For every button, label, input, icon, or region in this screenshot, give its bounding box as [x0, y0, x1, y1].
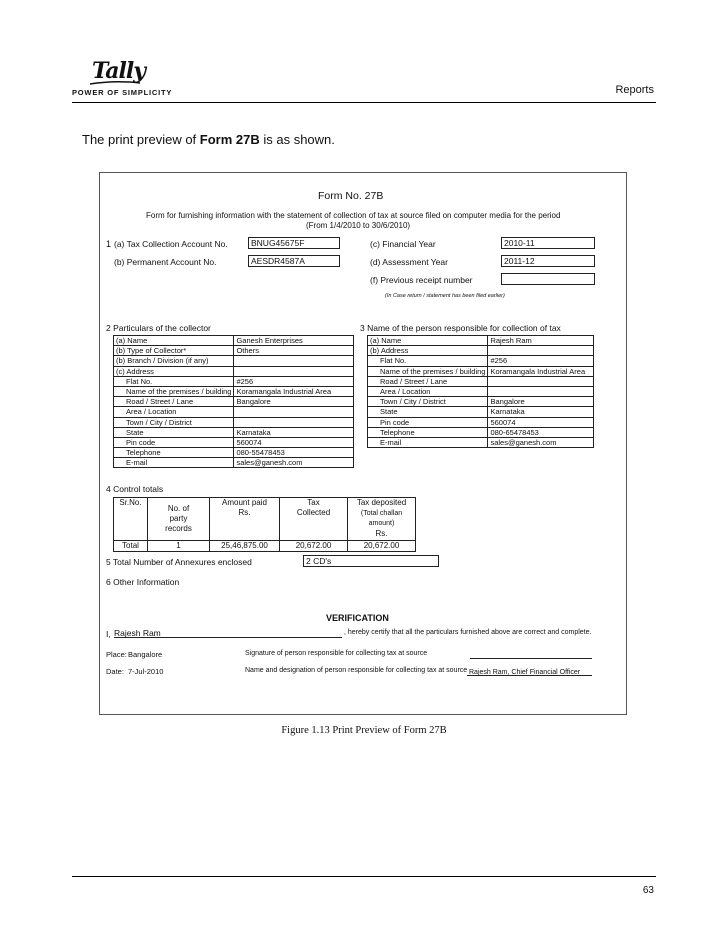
signature-label: Signature of person responsible for collecting tax at source: [245, 650, 428, 657]
pan-field: AESDR4587A: [248, 255, 340, 267]
particulars-row: [114, 386, 354, 396]
intro-text: [82, 132, 335, 147]
particulars-label: Telephone: [114, 448, 234, 458]
particulars-row: [368, 397, 594, 407]
particulars-row: [368, 386, 594, 396]
particulars-value: [234, 366, 354, 376]
particulars-row: [368, 336, 594, 346]
particulars-label: Road / Street / Lane: [368, 376, 488, 386]
form-title: Form No. 27B: [318, 190, 384, 202]
particulars-row: [368, 366, 594, 376]
particulars-label: Town / City / District: [368, 397, 488, 407]
particulars-value: [488, 376, 594, 386]
place-label: Place:: [106, 650, 127, 659]
particulars-label: Pin code: [368, 417, 488, 427]
particulars-label: Road / Street / Lane: [114, 397, 234, 407]
intro-suffix: is as shown.: [259, 132, 335, 147]
section-label: Reports: [615, 84, 654, 96]
pan-label: (b) Permanent Account No.: [114, 257, 217, 267]
total-tax: 20,672.00: [280, 541, 348, 552]
particulars-value: Koramangala Industrial Area: [234, 386, 354, 396]
particulars-row: [368, 427, 594, 437]
particulars-value: [488, 386, 594, 396]
particulars-label: Flat No.: [368, 356, 488, 366]
particulars-value: Others: [234, 346, 354, 356]
particulars-label: (b) Branch / Division (if any): [114, 356, 234, 366]
footer-divider: [72, 876, 656, 877]
particulars-label: Town / City / District: [114, 417, 234, 427]
particulars-value: Koramangala Industrial Area: [488, 366, 594, 376]
verify-name: Rajesh Ram: [114, 628, 161, 638]
intro-bold: Form 27B: [199, 132, 260, 147]
item-1-number: 1: [106, 239, 112, 249]
particulars-value: Karnataka: [234, 427, 354, 437]
col-srno: Sr.No.: [114, 498, 148, 541]
particulars-row: [114, 346, 354, 356]
particulars-row: [368, 356, 594, 366]
particulars-label: State: [368, 407, 488, 417]
header-divider: [72, 102, 656, 103]
particulars-row: [114, 336, 354, 346]
collector-table: [113, 335, 354, 468]
particulars-value: [234, 356, 354, 366]
particulars-value: sales@ganesh.com: [488, 437, 594, 447]
place-value: Bangalore: [128, 650, 163, 659]
form-27b-preview: [99, 172, 627, 715]
particulars-label: (b) Address: [368, 346, 488, 356]
particulars-value: Rajesh Ram: [488, 336, 594, 346]
logo-tagline: POWER OF SIMPLICITY: [72, 88, 173, 97]
figure-caption: Figure 1.13 Print Preview of Form 27B: [281, 725, 447, 736]
particulars-row: [114, 417, 354, 427]
particulars-value: 560074: [488, 417, 594, 427]
total-party: 1: [148, 541, 210, 552]
col-deposited: Tax deposited (Total challan amount) Rs.: [348, 498, 416, 541]
tally-logo: [72, 58, 192, 102]
particulars-value: [234, 407, 354, 417]
responsible-heading: 3 Name of the person responsible for collection of tax: [360, 323, 561, 333]
total-deposited: 20,672.00: [348, 541, 416, 552]
logo-wordmark: Tally: [92, 58, 146, 84]
responsible-table: [367, 335, 594, 448]
particulars-row: [368, 346, 594, 356]
particulars-label: (a) Name: [368, 336, 488, 346]
annexures-label: 5 Total Number of Annexures enclosed: [106, 557, 252, 567]
signature-line: [470, 649, 592, 659]
particulars-value: 080-55478453: [234, 448, 354, 458]
total-amount: 25,46,875.00: [210, 541, 280, 552]
particulars-label: Area / Location: [368, 386, 488, 396]
designation-value: Rajesh Ram, Chief Financial Officer: [469, 669, 581, 676]
particulars-row: [368, 437, 594, 447]
total-label: Total: [114, 541, 148, 552]
particulars-label: Name of the premises / building: [114, 386, 234, 396]
logo-swoosh-icon: [90, 80, 140, 86]
particulars-value: Bangalore: [488, 397, 594, 407]
ay-label: (d) Assessment Year: [370, 257, 448, 267]
page-number: 63: [642, 885, 654, 896]
particulars-label: State: [114, 427, 234, 437]
particulars-value: #256: [234, 376, 354, 386]
particulars-label: (b) Type of Collector*: [114, 346, 234, 356]
tan-label: (a) Tax Collection Account No.: [114, 239, 228, 249]
particulars-row: [368, 376, 594, 386]
particulars-value: Karnataka: [488, 407, 594, 417]
ay-field: 2011-12: [501, 255, 595, 267]
particulars-label: Telephone: [368, 427, 488, 437]
particulars-value: Bangalore: [234, 397, 354, 407]
particulars-label: Area / Location: [114, 407, 234, 417]
col-amount: Amount paid Rs.: [210, 498, 280, 541]
particulars-value: sales@ganesh.com: [234, 458, 354, 468]
date-value: 7-Jul-2010: [128, 667, 164, 676]
particulars-label: Pin code: [114, 437, 234, 447]
particulars-value: 560074: [234, 437, 354, 447]
particulars-row: [114, 448, 354, 458]
particulars-row: [114, 356, 354, 366]
collector-heading: 2 Particulars of the collector: [106, 323, 211, 333]
control-totals-table: [113, 497, 416, 552]
form-subtitle: Form for furnishing information with the statement of collection of tax at source filed on computer media for the period: [146, 211, 561, 220]
verify-certify: , hereby certify that all the particulars furnished above are correct and complete.: [344, 629, 592, 636]
particulars-row: [114, 437, 354, 447]
prev-receipt-label: (f) Previous receipt number: [370, 275, 473, 285]
particulars-value: [234, 417, 354, 427]
form-period: (From 1/4/2010 to 30/6/2010): [306, 221, 411, 230]
tan-field: BNUG45675F: [248, 237, 340, 249]
verify-i: I,: [106, 629, 111, 639]
prev-receipt-note: (In Case return / statement has been filed earlier): [385, 293, 505, 299]
particulars-row: [114, 397, 354, 407]
annexures-field: 2 CD's: [303, 555, 439, 567]
particulars-label: Flat No.: [114, 376, 234, 386]
date-label: Date:: [106, 667, 124, 676]
intro-prefix: The print preview of: [82, 132, 200, 147]
other-info-label: 6 Other Information: [106, 577, 180, 587]
verification-title: VERIFICATION: [326, 613, 389, 623]
particulars-value: Ganesh Enterprises: [234, 336, 354, 346]
particulars-row: [114, 376, 354, 386]
particulars-value: #256: [488, 356, 594, 366]
particulars-row: [368, 417, 594, 427]
particulars-row: [114, 407, 354, 417]
verify-name-line: [114, 628, 342, 638]
particulars-row: [114, 366, 354, 376]
col-party: No. of party records: [148, 498, 210, 541]
particulars-value: [488, 346, 594, 356]
particulars-row: [114, 427, 354, 437]
control-heading: 4 Control totals: [106, 484, 164, 494]
fy-label: (c) Financial Year: [370, 239, 436, 249]
fy-field: 2010-11: [501, 237, 595, 249]
designation-label: Name and designation of person responsible for collecting tax at source: [245, 667, 468, 674]
prev-receipt-field: [501, 273, 595, 285]
particulars-label: (c) Address: [114, 366, 234, 376]
designation-line: [467, 666, 592, 676]
particulars-label: (a) Name: [114, 336, 234, 346]
particulars-label: E-mail: [368, 437, 488, 447]
particulars-label: Name of the premises / building: [368, 366, 488, 376]
col-tax: Tax Collected: [280, 498, 348, 541]
particulars-value: 080-65478453: [488, 427, 594, 437]
particulars-row: [114, 458, 354, 468]
particulars-row: [368, 407, 594, 417]
particulars-label: E-mail: [114, 458, 234, 468]
